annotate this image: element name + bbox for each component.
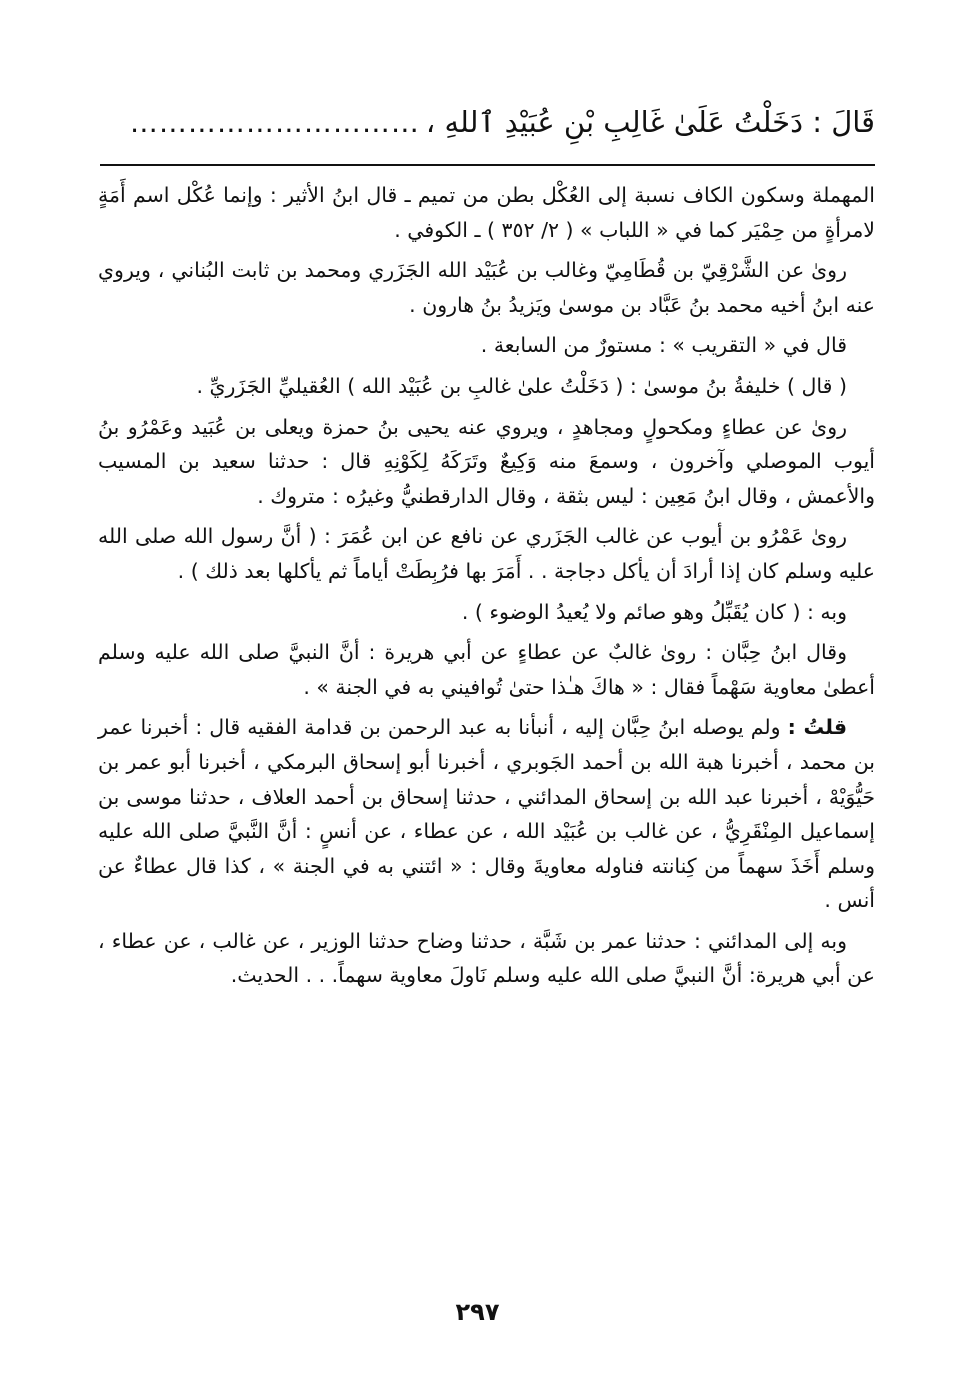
paragraph-3: قال في « التقريب » : مستورٌ من السابعة . [480, 333, 847, 358]
paragraph-8: وقال ابنُ حِبَّان : روىٰ غالبٌ عن عطاءٍ عن أبي هريرة : أنَّ النبيَّ صلى الله عليه وسلم أعطىٰ معاوية سَهْماً فقال : « هاكَ هـٰذا حتىٰ تُوافيني به في الجنة » . [98, 640, 875, 699]
paragraph-9-lead: قلتُ : [787, 715, 847, 740]
body-text [98, 178, 875, 999]
page-number: ٢٩٧ [455, 1298, 500, 1326]
paragraph-4: ( قال ) خليفةُ بنُ موسىٰ : ( دَخَلْتُ علىٰ غالبِ بن عُبَيْد الله ) العُقيليِّ الجَزَريِّ . [196, 373, 847, 398]
running-header [100, 92, 875, 152]
paragraph-5: روىٰ عن عطاءٍ ومكحولٍ ومجاهدٍ ، ويروي عنه يحيى بنُ حمزة ويعلى بن عُبَيد وعَمْرُو بنُ أيوب الموصلي وآخرون ، وسمعَ منه وَكِيعٌ وتَرَكَهُ لِكَوْنِهِ قال : حدثنا سعيد بن المسيب والأعمش ، وقال ابنُ مَعِين : ليس بثقة ، وقال الدارقطنيُّ وغيرُه : متروك . [98, 414, 875, 508]
paragraph-9-text: ولم يوصله ابنُ حِبَّان إليه ، أنبأنا به عبد الرحمن بن قدامة الفقيه قال : أخبرنا عمر بن محمد ، أخبرنا هبة الله بن أحمد الجَوبري ، أخبرنا أبو إسحاق البرمكي ، أخبرنا أبو عمر بن حَيُّوَيْهْ ، أخبرنا عبد الله بن إسحاق المدائني ، حدثنا إسحاق بن أحمد العلاف ، حدثنا موسى بن إسماعيل المِنْقَرِيُّ ، عن غالب بن عُبَيْد الله ، عن عطاء ، عن أنسٍ : أنَّ النَّبيَّ صلى الله عليه وسلم أَخَذَ سهماً من كِنانته فناوله معاويةَ وقال : « ائتني به في الجنة » ، كذا قال عطاءٌ عن أنس . [98, 715, 875, 913]
header-rule [100, 164, 875, 166]
paragraph-9 [98, 710, 875, 918]
paragraph-1: المهملة وسكون الكاف نسبة إلى العُكْل بطن من تميم ـ قال ابنُ الأثير : وإنما عُكْل اسم أَمَةٍ لامرأةٍ من حِمْيَر كما في « اللباب » ( ٢/ ٣٥٢ ) ـ الكوفي . [98, 183, 875, 242]
header-title: قَالَ : دَخَلْتُ عَلَىٰ غَالِبِ بْنِ عُبَيْدِ ٱللهِ ، [425, 105, 875, 139]
header-dots: ………………………… [129, 105, 420, 139]
paragraph-2: روىٰ عن الشَّرْقِيّ بن قُطَامِيّ وغالب بن عُبَيْد الله الجَزَري ومحمد بن ثابت البُناني ، ويروي عنه ابنُ أخيه محمد بنُ عَبَّاد بن موسىٰ ويَزيدُ بنُ هارون . [98, 258, 875, 317]
paragraph-6: روىٰ عَمْرُو بن أيوب عن غالب الجَزَري عن نافع عن ابن عُمَرَ : ( أنَّ رسول الله صلى الله عليه وسلم كان إذا أرادَ أن يأكل دجاجة . . أَمَرَ بها فرُبِطَتْ أياماً ثم يأكلها بعد ذلك ) . [98, 524, 875, 583]
paragraph-7: وبه : ( كان يُقَبِّلُ وهو صائم ولا يُعيدُ الوضوء ) . [461, 599, 847, 624]
paragraph-10: وبه إلى المدائني : حدثنا عمر بن شَبَّة ، حدثنا وضاح حدثنا الوزير ، عن غالب ، عن عطاء ، عن أبي هريرة: أنَّ النبيَّ صلى الله عليه وسلم نَاولَ معاوية سهماً. . . الحديث. [98, 928, 875, 988]
